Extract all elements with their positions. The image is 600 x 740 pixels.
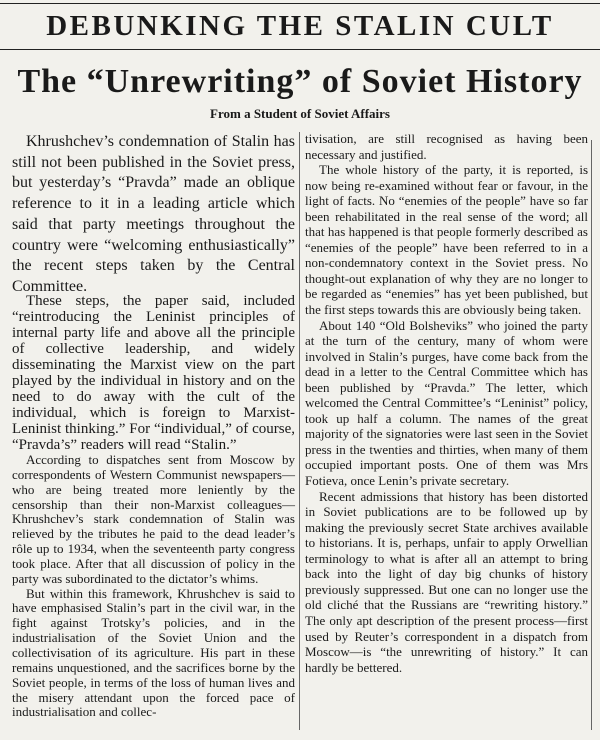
column-1-lead: [12, 132, 295, 298]
paragraph: But within this framework, Khrushchev is said to have emphasised Stalin’s part in the civil war, in the fight against Trotsky’s policies, and in the industrialisation of the Soviet Union and the collectivisation of its agriculture. His part in these remains unquestioned, and the sacrifices borne by the Soviet people, in terms of the loss of human lives and the misery attendant upon the forced pace of industrialisation and collec-: [12, 585, 295, 720]
paragraph: Recent admissions that history has been distorted in Soviet publications are to be followed up by making the previously secret State archives available to historians. It is, perhaps, unfair to apply Orwellian terminology to what is after all an attempt to bring back into the light of day big chunks of history previously suppressed. But one can no longer use the old cliché that the Russians are “rewriting history.” The only apt description of the present process—first used by Reuter’s correspondent in a dispatch from Moscow—is “the unrewriting of history.” It can hardly be bettered.: [305, 488, 588, 675]
headline-sub: The “Unrewriting” of Soviet History: [17, 63, 583, 100]
paragraph: About 140 “Old Bolsheviks” who joined the party at the turn of the century, many of whom were involved in Stalin’s purges, have come back from the dead in a letter to the Central Committee which has been published by “Pravda.” The letter, which welcomed the Central Committee’s “Leninist” policy, took up half a column. The names of the great majority of the signatories were last seen in the Soviet press in the twenties and thirties, when many of them occupied important posts. One of them was Mrs Fotieva, once Lenin’s private secretary.: [305, 317, 588, 489]
paragraph: According to dispatches sent from Moscow by correspondents of Western Communist newspapers—who are being treated more leniently by the censorship than their non-Marxist colleagues—Khrushchev’s stark condemnation of Stalin was relieved by the tributes he paid to the dead leader’s rôle up to 1934, when the seventeenth party congress took place. After that all discussion of policy in the party was subordinated to the dictator’s whims.: [12, 452, 295, 586]
column-1: [12, 293, 295, 720]
column-divider: [299, 132, 300, 730]
headline-main: DEBUNKING THE STALIN CULT: [46, 10, 554, 42]
paragraph: Khrushchev’s condemnation of Stalin has still not been published in the Soviet press, but yesterday’s “Pravda” made an oblique reference to it in a leading article which said that party meetings throughout the country were “welcoming enthusiastically” the recent steps taken by the Central Committee.: [12, 133, 295, 295]
byline: From a Student of Soviet Affairs: [210, 106, 390, 121]
headline-divider: [0, 49, 600, 50]
paragraph: The whole history of the party, it is reported, is now being re-examined without fear or favour, in the light of facts. No “enemies of the people” have so far been rehabilitated in the real sense of the word; all that has happened is that people formerly described as “enemies of the people” have been referred to in a non-condemnatory context in the Soviet press. No thought-out explanation of why they are no longer to be regarded as “enemies” has yet been published, but the first steps towards this are obviously being taken.: [305, 162, 588, 318]
right-edge-rule: [591, 140, 592, 730]
paragraph: These steps, the paper said, included “reintroducing the Leninist principles of internal party life and above all the principle of collective leadership, and widely disseminating the Marxist view on the part played by the individual in history and on the need to do away with the cult of the individual, which is foreign to Marxist-Leninist thinking.” For “individual,” of course, “Pravda’s” readers will read “Stalin.”: [12, 293, 295, 453]
top-rule: [0, 3, 600, 4]
paragraph-continuation: tivisation, are still recognised as having been necessary and justified.: [305, 131, 588, 162]
column-2: [305, 131, 588, 675]
